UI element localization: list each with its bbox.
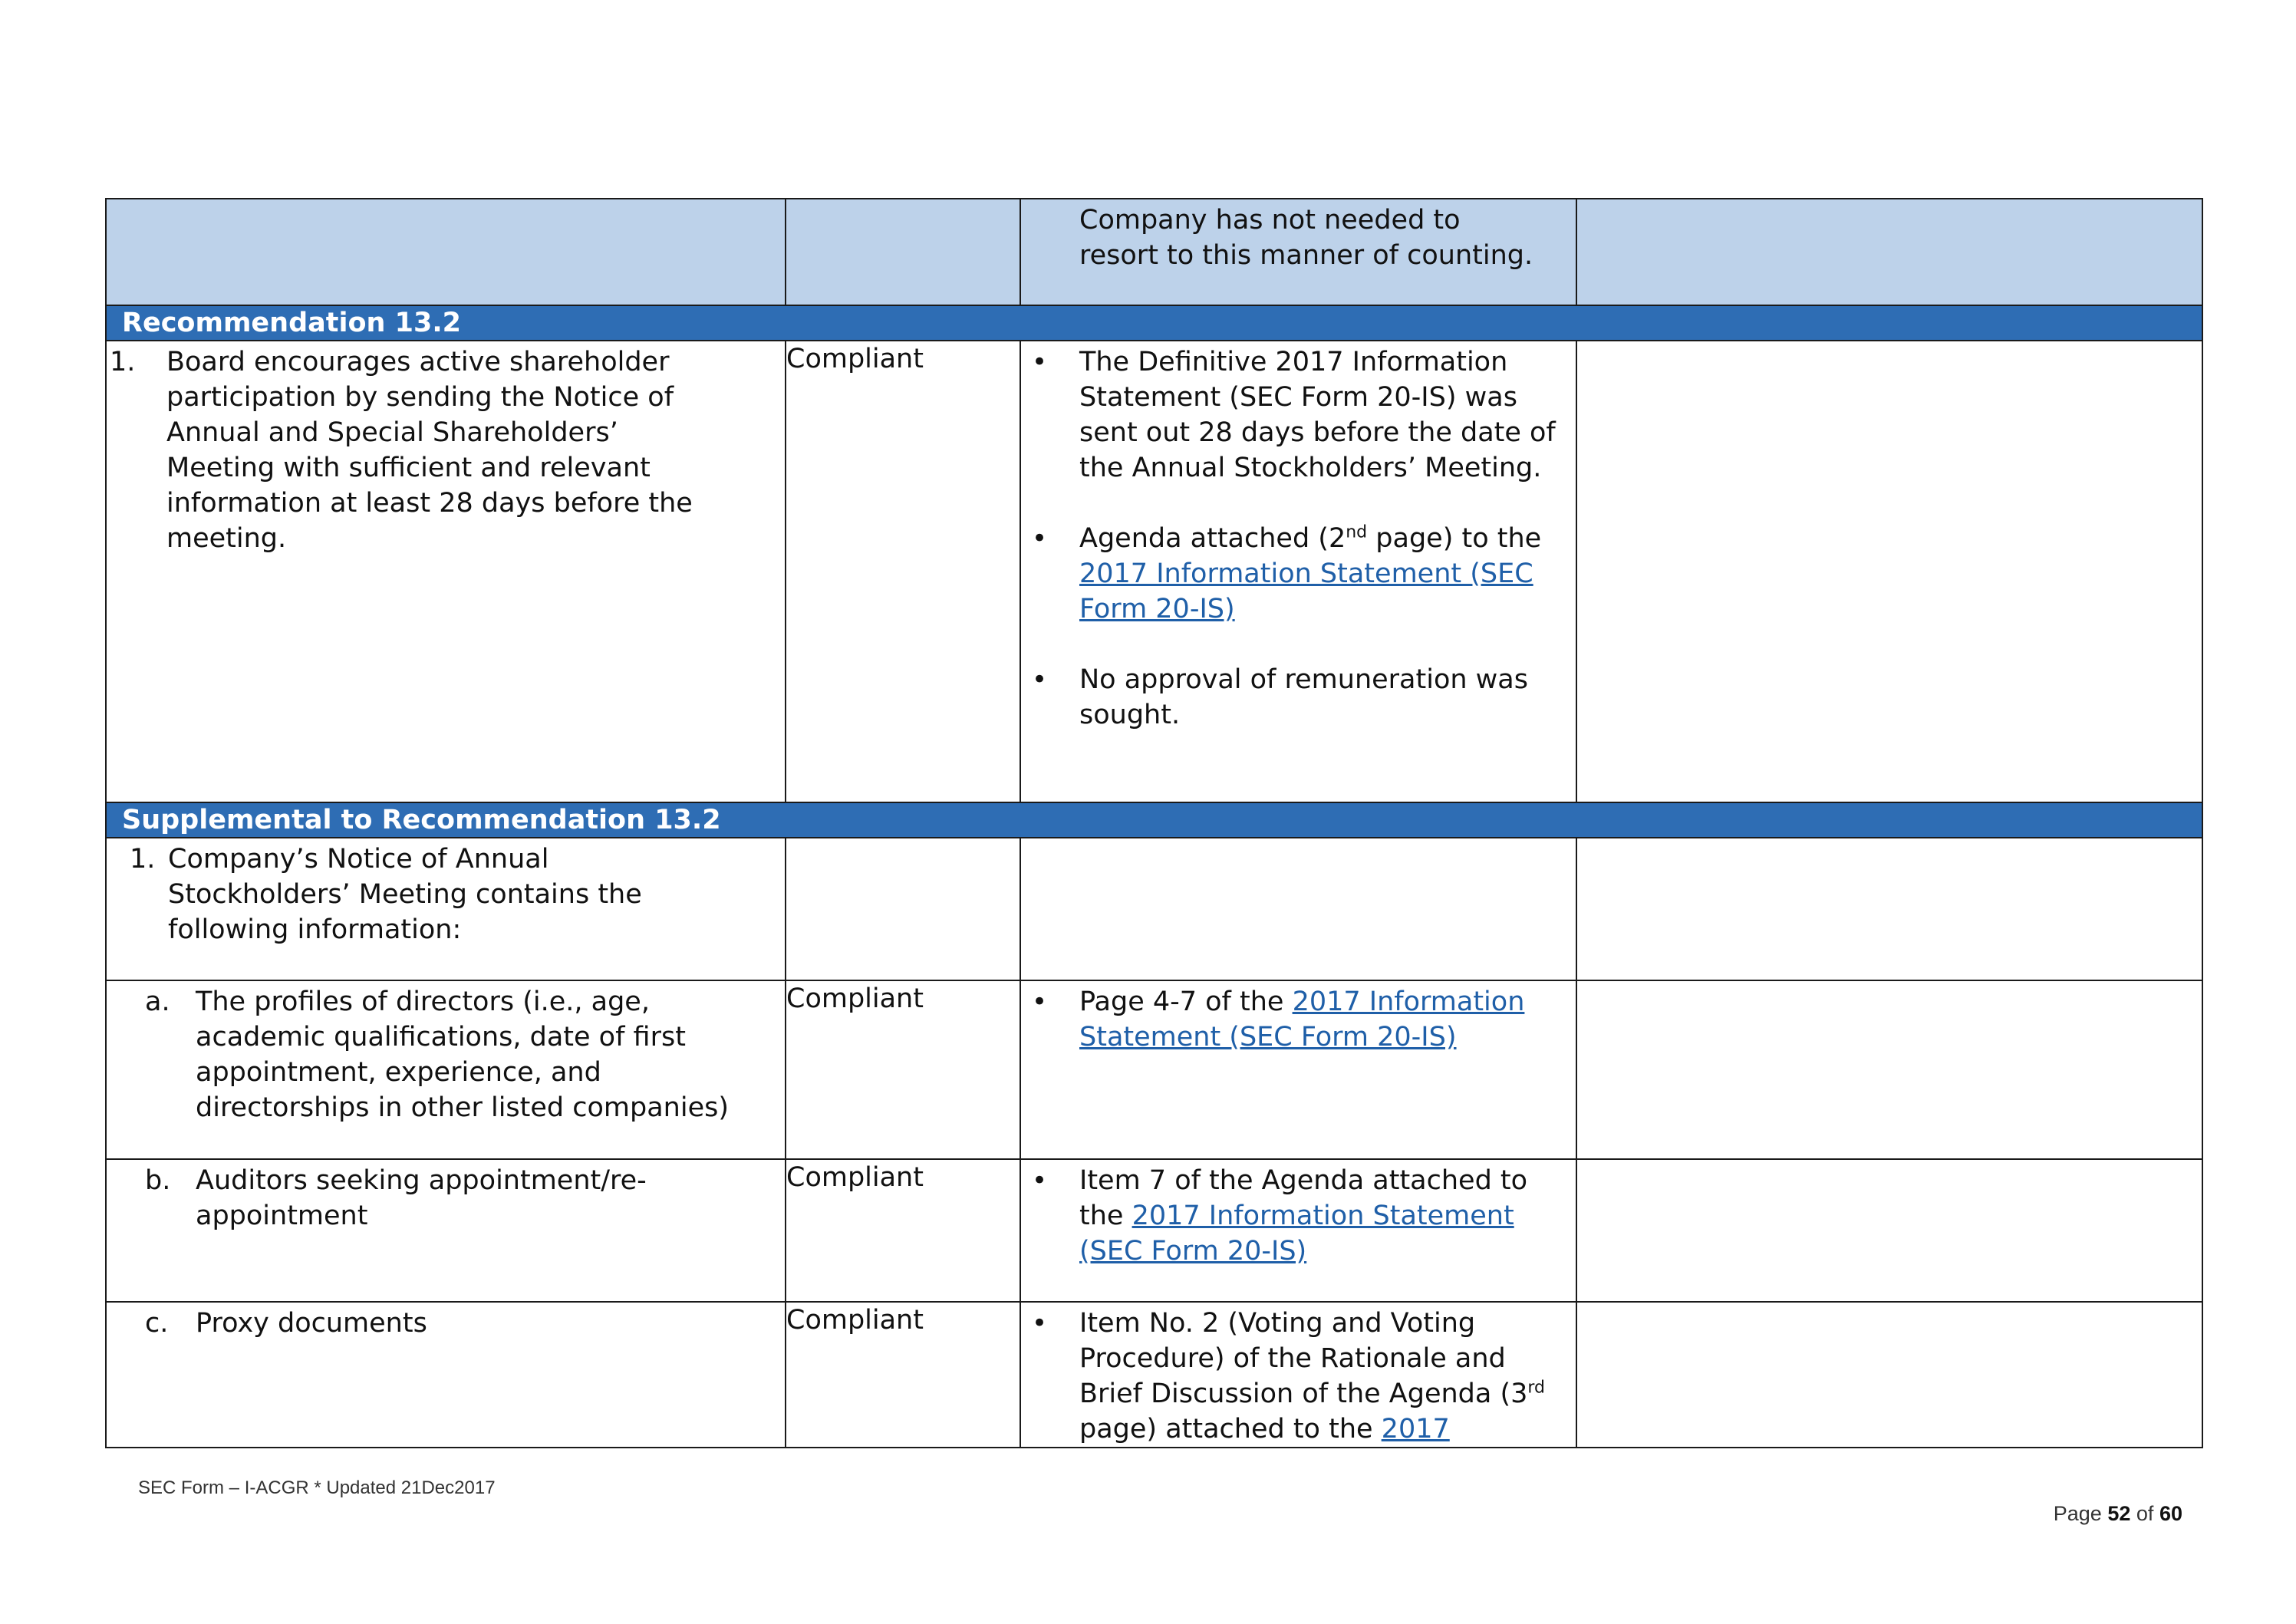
recommendation-cell	[106, 341, 786, 802]
evidence-text: Page 4-7 of the 2017 Information Statement (SEC Form 20-IS)	[1079, 987, 1525, 1052]
table-row	[106, 199, 2202, 305]
item-number: 1.	[110, 347, 136, 377]
table-row	[106, 1159, 2202, 1302]
bullet-icon: •	[1032, 523, 1048, 554]
list-item	[1032, 1306, 1565, 1447]
item-letter: a.	[145, 987, 170, 1017]
evidence-cell	[1020, 341, 1576, 802]
list-item	[1032, 984, 1565, 1055]
evidence-cell	[1020, 199, 1576, 305]
section-heading-row	[106, 802, 2202, 838]
page-number-indicator: Page 52 of 60	[2053, 1502, 2182, 1525]
form-label: SEC Form – I-ACGR * Updated 21Dec2017	[138, 1477, 496, 1498]
bullet-icon: •	[1032, 1165, 1048, 1196]
section-heading-row	[106, 305, 2202, 341]
evidence-text: Item No. 2 (Voting and Voting Procedure) of the Rationale and Brief Discussion of the Agenda (3rd page) attached to the 2017	[1079, 1308, 1545, 1444]
compliance-status: Compliant	[786, 980, 1020, 1159]
bullet-icon: •	[1032, 987, 1048, 1017]
item-letter: c.	[145, 1308, 169, 1339]
recommendation-text: Company’s Notice of Annual Stockholders’ Meeting contains the following information:	[168, 844, 642, 945]
table-row	[106, 980, 2202, 1159]
evidence-cell	[1020, 1159, 1576, 1302]
evidence-cell	[1020, 1302, 1576, 1448]
bullet-icon: •	[1032, 664, 1048, 695]
evidence-line: Company has not needed to	[1079, 205, 1461, 236]
information-statement-link[interactable]: 2017	[1381, 1414, 1450, 1444]
table-row	[106, 838, 2202, 980]
evidence-cell	[1020, 980, 1576, 1159]
recommendation-cell	[106, 1302, 786, 1448]
recommendation-text: Auditors seeking appointment/re-appointment	[196, 1165, 647, 1231]
item-number: 1.	[130, 844, 156, 875]
recommendation-text: The profiles of directors (i.e., age, academic qualifications, date of first appointment, experience, and directorships in other listed companies)	[196, 987, 730, 1123]
information-statement-link[interactable]: 2017 Information Statement (SEC Form 20-IS)	[1079, 558, 1533, 624]
compliance-status: Compliant	[786, 1159, 1020, 1302]
current-page: 52	[2107, 1502, 2131, 1525]
list-item	[1032, 1163, 1565, 1269]
compliance-status: Compliant	[786, 341, 1020, 802]
section-heading: Recommendation 13.2	[106, 305, 2202, 341]
evidence-text: The Definitive 2017 Information Statement (SEC Form 20-IS) was sent out 28 days before the date of the Annual Stockholders’ Meeting.	[1079, 347, 1556, 483]
information-statement-link[interactable]: 2017 Information Statement (SEC Form 20-IS)	[1079, 987, 1525, 1052]
compliance-table	[105, 198, 2203, 1448]
recommendation-cell	[106, 980, 786, 1159]
evidence-text: No approval of remuneration was sought.	[1079, 664, 1528, 730]
list-item	[1032, 662, 1565, 733]
compliance-status: Compliant	[786, 1302, 1020, 1448]
table-row	[106, 341, 2202, 802]
evidence-line: resort to this manner of counting.	[1079, 240, 1533, 271]
recommendation-cell	[106, 838, 786, 980]
section-heading: Supplemental to Recommendation 13.2	[106, 802, 2202, 838]
total-pages: 60	[2159, 1502, 2182, 1525]
recommendation-cell	[106, 1159, 786, 1302]
list-item	[1032, 521, 1565, 627]
bullet-icon: •	[1032, 1308, 1048, 1339]
bullet-icon: •	[1032, 347, 1048, 377]
list-item	[1032, 344, 1565, 486]
evidence-text: Agenda attached (2nd page) to the 2017 Information Statement (SEC Form 20-IS)	[1079, 522, 1542, 624]
evidence-text: Item 7 of the Agenda attached to the 2017 Information Statement (SEC Form 20-IS)	[1079, 1165, 1528, 1267]
information-statement-link[interactable]: 2017 Information Statement (SEC Form 20-IS)	[1079, 1201, 1514, 1267]
table-row	[106, 1302, 2202, 1448]
recommendation-text: Proxy documents	[196, 1308, 427, 1339]
item-letter: b.	[145, 1165, 171, 1196]
recommendation-text: Board encourages active shareholder participation by sending the Notice of Annual and Special Shareholders’ Meeting with sufficient and relevant information at least 28 days before the meeting.	[166, 347, 693, 554]
